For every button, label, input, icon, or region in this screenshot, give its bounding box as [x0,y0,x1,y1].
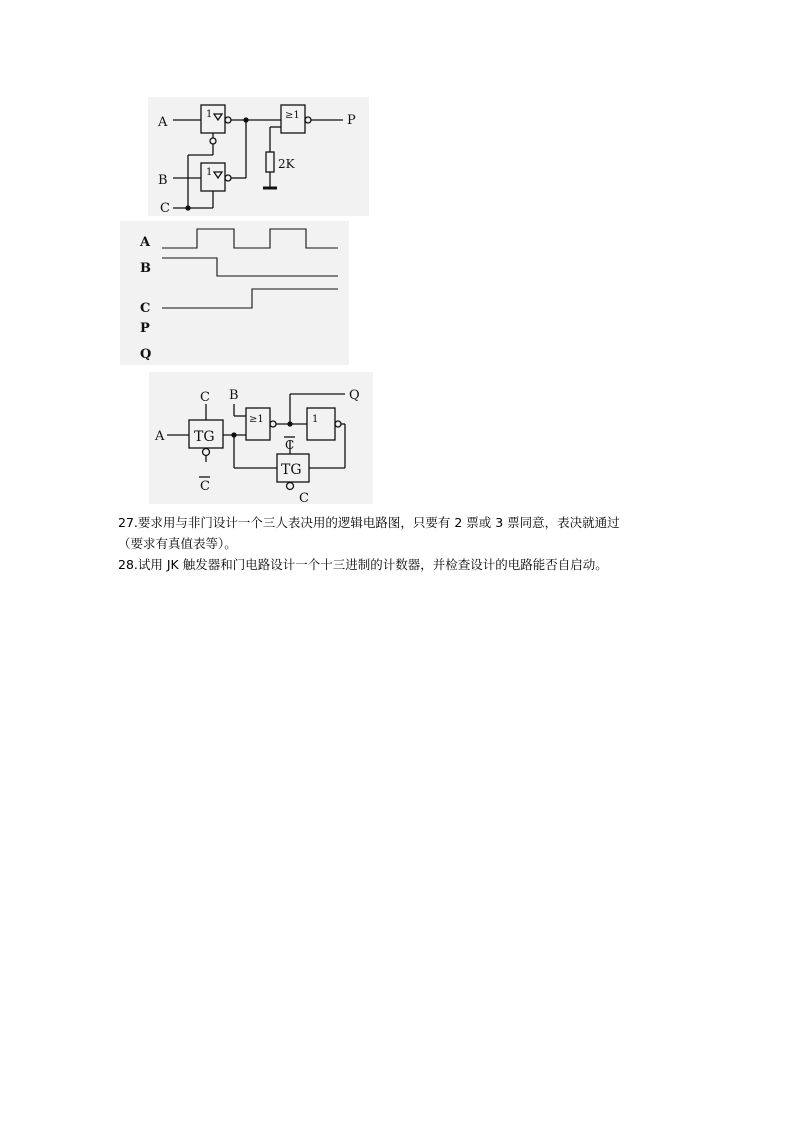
tg2-label: TG [281,462,302,478]
question-27-line-2: （要求有真值表等）。 [118,536,237,551]
label-c-bar: C [200,479,210,494]
signal-label-p: P [140,321,150,336]
circuit-diagram-1 [148,97,369,216]
signal-label-b: B [140,261,151,276]
output-label-q: Q [349,388,360,403]
question-27-line-1: 27.要求用与非门设计一个三人表决用的逻辑电路图，只要有 2 票或 3 票同意，表决就通过 [118,515,620,530]
waveform-a [162,229,338,248]
label-c-top: C [200,390,210,405]
input-label-a: A [158,115,168,130]
gate-1-mark: 1 [206,109,213,120]
nor-gate-mark: ≥1 [285,110,300,121]
question-28: 28.试用 JK 触发器和门电路设计一个十三进制的计数器，并检查设计的电路能否自启动。 [118,557,608,572]
inverter-mark: 1 [312,414,319,425]
label-c-bottom: C [299,491,309,504]
inverter-gate-2 [201,163,225,191]
signal-label-q: Q [140,347,152,362]
nor-gate-mark: ≥1 [249,414,264,425]
waveform-c [162,289,338,308]
input-label-b: B [158,173,168,188]
tg1-label: TG [194,429,215,445]
resistor [266,152,274,172]
input-label-a: A [155,429,165,444]
input-label-b: B [229,388,239,403]
label-c-bar-2: C [285,438,295,452]
waveform-diagram [120,221,349,365]
signal-label-c: C [140,301,151,316]
waveform-b [162,258,338,276]
signal-label-a: A [140,235,151,250]
resistor-label: 2K [278,157,295,171]
circuit-diagram-2 [149,372,373,504]
output-label-p: P [347,113,356,128]
input-label-c: C [160,201,170,216]
inverter-gate-1 [201,105,225,133]
gate-2-mark: 1 [206,167,213,178]
